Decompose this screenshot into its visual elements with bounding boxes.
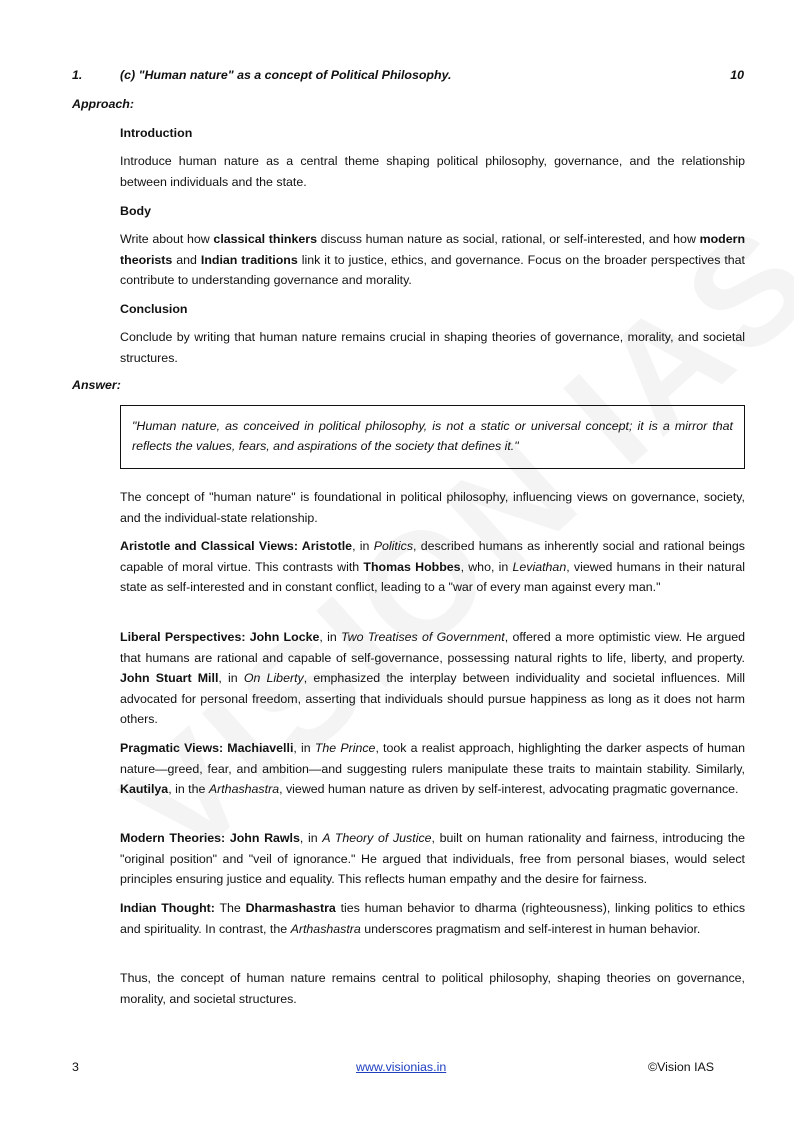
intro-text: Introduce human nature as a central theme shaping political philosophy, governance, and the relationship between individuals and the state. [120,154,745,189]
website-link[interactable]: www.visionias.in [356,1060,447,1074]
question-line [72,65,744,85]
body-text: Write about how classical thinkers discuss human nature as social, rational, or self-interested, and how modern theorists and Indian traditions link it to justice, ethics, and governance. Focus on the broader perspectives that contribute to understanding governance and morality. [120,232,746,287]
conclusion-heading: Conclusion [120,302,188,316]
body-heading: Body [120,204,151,218]
intro-heading: Introduction [120,126,193,140]
quote-text: "Human nature, as conceived in political philosophy, is not a static or universal concept; it is a mirror that reflects the values, fears, and aspirations of the society that defines it." [132,419,733,453]
aristotle-paragraph: Aristotle and Classical Views: Aristotle, in Politics, described humans as inherently social and rational beings capable of moral virtue. This contrasts with Thomas Hobbes, who, in Leviathan, viewed humans in their natural state as self-interested and in constant conflict, leading to a "war of every man against every man." [120,539,745,594]
approach-label: Approach: [72,97,134,111]
question-text: (c) "Human nature" as a concept of Political Philosophy. [120,68,452,82]
copyright: ©Vision IAS [648,1060,715,1074]
answer-label: Answer: [72,378,121,392]
page-footer [0,1057,794,1077]
answer-conclusion: Thus, the concept of human nature remains central to political philosophy, shaping theories on governance, morality, and societal structures. [120,971,745,1006]
modern-paragraph: Modern Theories: John Rawls, in A Theory of Justice, built on human rationality and fairness, introducing the "original position" and "veil of ignorance." He argued that individuals, free from personal biases, would select principles ensuring justice and equality. This reflects human empathy and the desire for fairness. [120,831,745,886]
liberal-paragraph: Liberal Perspectives: John Locke, in Two Treatises of Government, offered a more optimistic view. He argued that humans are rational and capable of self-governance, possessing natural rights to life, liberty, and property. John Stuart Mill, in On Liberty, emphasized the interplay between individuality and societal influences. Mill advocated for personal freedom, asserting that individuals should pursue happiness as long as it does not harm others. [120,630,745,726]
page-number: 3 [72,1060,79,1074]
question-number: 1. [72,68,83,82]
conclusion-text: Conclude by writing that human nature remains crucial in shaping theories of governance, morality, and societal structures. [120,330,745,365]
quote-box [120,405,745,469]
pragmatic-paragraph: Pragmatic Views: Machiavelli, in The Prince, took a realist approach, highlighting the darker aspects of human nature—greed, fear, and ambition—and suggesting rulers manipulate these traits to maintain stability. Similarly, Kautilya, in the Arthashastra, viewed human nature as driven by self-interest, advocating pragmatic governance. [120,741,745,796]
indian-paragraph: Indian Thought: The Dharmashastra ties human behavior to dharma (righteousness), linking politics to ethics and spirituality. In contrast, the Arthashastra underscores pragmatism and self-interest in human behavior. [120,901,746,936]
answer-intro: The concept of "human nature" is foundational in political philosophy, influencing views on governance, society, and the individual-state relationship. [120,490,745,525]
question-marks: 10 [730,68,744,82]
